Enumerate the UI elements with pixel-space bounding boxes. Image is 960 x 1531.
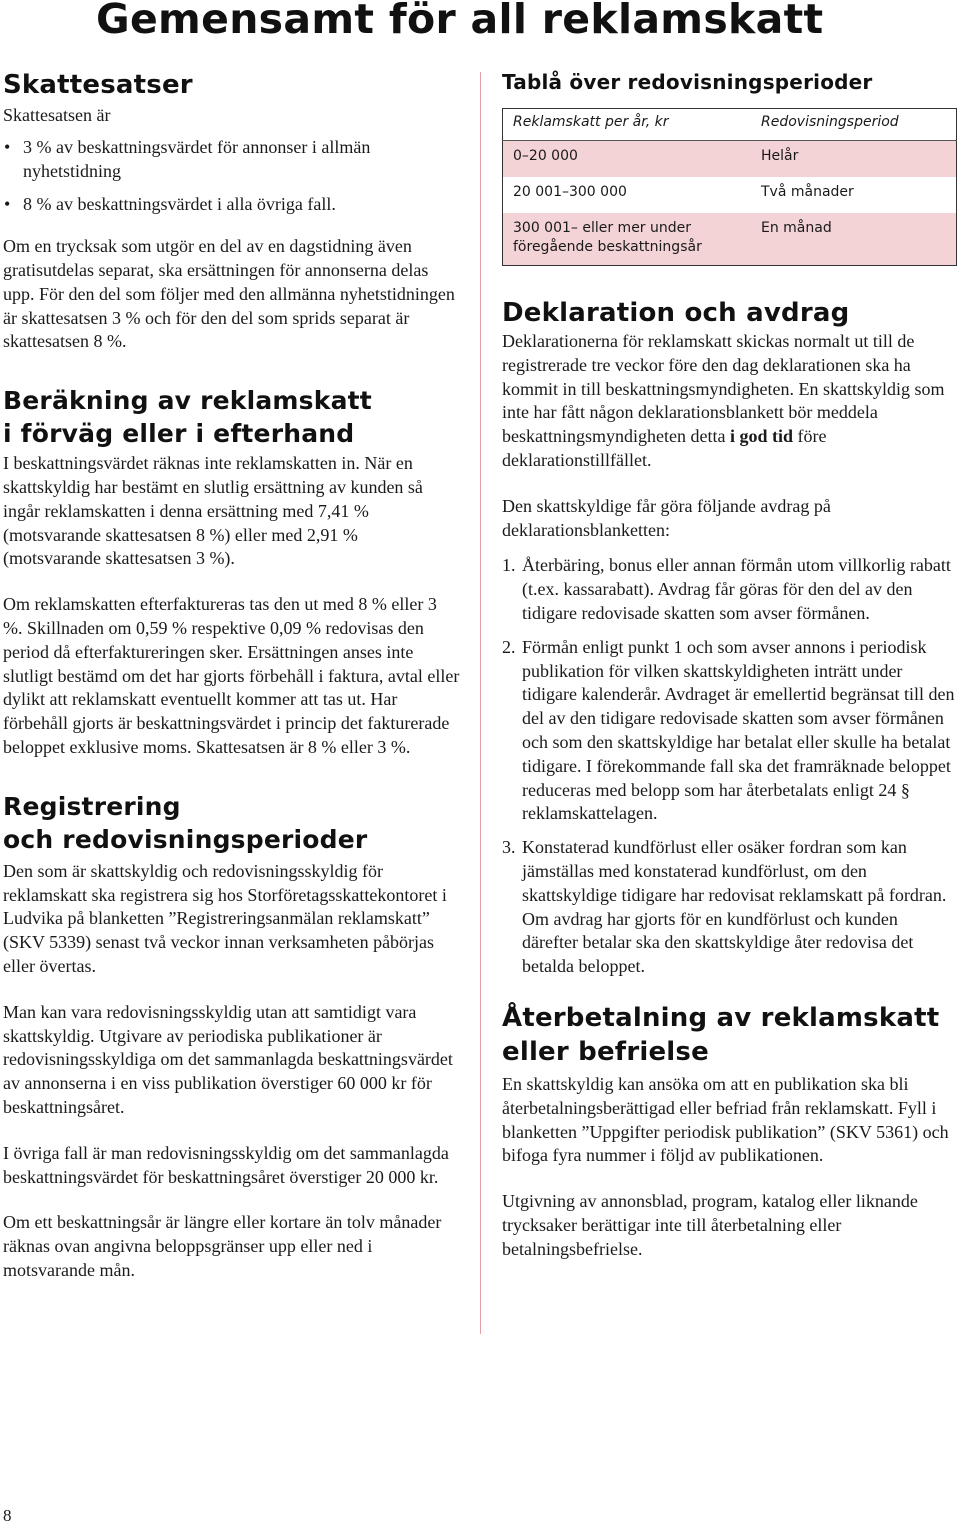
table-row [503,141,957,178]
aterbetalning-paragraph-2: Utgivning av annonsblad, program, katalog eller liknande trycksaker berättigar inte till återbetalning eller betalningsbefrielse. [502,1191,918,1259]
section-deklaration [502,296,958,979]
table-row [503,177,957,213]
heading-deklaration: Deklaration och avdrag [502,298,850,328]
deklaration-paragraph-2: Den skattskyldige får göra följande avdrag på deklarationsblanketten: [502,495,831,540]
berakning-paragraph-2: Om reklamskatten efterfaktureras tas den ut med 8 % eller 3 %. Skillnaden om 0,59 % respektive 0,09 % redovisas den period då efterfaktureringen sker. Ersättningen anses inte slutligt bestämd om det har gjorts förbehåll i faktura, avtal eller dylikt att reklamskatt eventuellt kommer att tas ut. Har förbehåll gjorts är beskattningsvärdet i princip det fakturerade beloppet exklusive moms. Skattesatsen är 8 % eller 3 %. [3,594,460,757]
section-skattesatser [3,68,460,354]
list-item: 1. Återbäring, bonus eller annan förmån utom villkorlig rabatt (t.ex. kassarabatt). Avdrag får göras för den del av den tidigare redovisade skatten som avser förmånen. [502,555,951,623]
left-column [3,68,460,1283]
heading-registrering: Registrering och redovisningsperioder [3,791,368,854]
cell-period: En månad [751,213,957,266]
heading-aterbetalning: Återbetalning av reklamskatt eller befrielse [502,1002,940,1067]
skattesatser-intro: Skattesatsen är [3,105,111,125]
registrering-paragraph-3: I övriga fall är man redovisningsskyldig om det sammanlagda beskattningsvärdet för beskattningsåret överstiger 20 000 kr. [3,1142,449,1187]
registrering-paragraph-4: Om ett beskattningsår är längre eller kortare än tolv månader räknas ovan angivna beloppsgränser upp eller ned i motsvarande mån. [3,1212,442,1280]
table-header-row [503,109,957,141]
heading-skattesatser: Skattesatser [3,70,193,100]
page-number: 8 [3,1506,12,1525]
column-header-amount: Reklamskatt per år, kr [503,109,752,141]
rate-list [3,136,460,217]
berakning-paragraph-1: I beskattningsvärdet räknas inte reklamskatten in. När en skattskyldig har bestämt en slutlig ersättning av kunden så ingår reklamskatten i denna ersättning med 7,41 % (motsvarande skattesatsen 8 %) eller med 2,91 % (motsvarande skattesatsen 3 %). [3,453,423,569]
cell-amount: 300 001– eller mer under föregående beskattningsår [503,213,752,266]
bullet-icon: • [4,194,11,215]
skattesatser-paragraph: Om en trycksak som utgör en del av en dagstidning även gratisutdelas separat, ska ersättningen för annonserna delas upp. För den del som följer med den allmänna nyhetstidningen är skattesatsen 3 % och för den del som sprids separat är skattesatsen 8 %. [3,236,455,352]
list-item: 3. Konstaterad kundförlust eller osäker fordran som kan jämställas med konstaterad kundförlust, om den skattskyldige tidigare har redovisat reklamskatt på fordran. Om avdrag har gjorts för en kundförlust och kunden därefter betalar ska den skattskyldige åter redovisa det betalda beloppet. [502,837,947,977]
deduction-list [502,554,958,979]
rate-list-item: • 8 % av beskattningsvärdet i alla övriga fall. [3,193,460,217]
cell-period: Två månader [761,184,854,200]
cell-amount: 20 001–300 000 [513,184,627,200]
cell-period: Helår [751,141,957,178]
heading-berakning: Beräkning av reklamskatt i förväg eller i efterhand [3,386,372,449]
registrering-paragraph-1: Den som är skattskyldig och redovisningsskyldig för reklamskatt ska registrera sig hos Storföretagsskattekontoret i Ludvika på blanketten ”Registreringsanmälan reklamskatt” (SKV 5339) senast två veckor innan verksamheten påbörjas eller övertas. [3,860,447,976]
section-berakning [3,384,460,760]
right-column [502,68,958,1262]
section-registrering [3,790,460,1283]
table-row [503,213,957,266]
page-title: Gemensamt för all reklamskatt [96,0,824,43]
cell-amount: 0–20 000 [503,141,752,178]
registrering-paragraph-2: Man kan vara redovisningsskyldig utan att samtidigt vara skattskyldig. Utgivare av periodiska publikationer är redovisningsskyldiga om det sammanlagda beskattningsvärdet av annonserna i en viss publikation överstiger 60 000 kr för beskattningsåret. [3,1001,453,1117]
periods-table [502,108,957,266]
column-header-period: Redovisningsperiod [751,109,957,141]
heading-tabla: Tablå över redovisningsperioder [502,70,873,94]
emphasis-text: i god tid [729,426,793,447]
deklaration-paragraph-1: Deklarationerna för reklamskatt skickas normalt ut till de registrerade tre veckor före den dag deklarationen ska ha kommit in till beskattningsmyndigheten. En skattskyldig som inte har fått någon deklarationsblankett bör meddela beskattningsmyndigheten detta i god tid före deklarationstillfället. [502,331,945,470]
aterbetalning-paragraph-1: En skattskyldig kan ansöka om att en publikation ska bli återbetalningsberättigad eller befriad från reklamskatt. Fyll i blanketten ”Uppgifter periodisk publikation” (SKV 5361) och bifoga fyra nummer i följd av publikationen. [502,1073,949,1166]
column-divider [480,72,481,1334]
section-tabla [502,68,958,266]
rate-list-item: • 3 % av beskattningsvärdet för annonser i allmän nyhetstidning [4,136,371,181]
list-item: 2. Förmån enligt punkt 1 och som avser annons i periodisk publikation för vilken skattskyldigheten inträtt under tidigare kalenderår. Avdraget är emellertid begränsat till den del av den tidigare redovisade skatten som avser förmånen och som den skattskyldige har betalat eller skulle ha betalat tidigare. I förekommande fall ska det framräknade beloppet reduceras med belopp som har återbetalats enligt 24 § reklamskattelagen. [502,636,955,824]
section-aterbetalning [502,1001,958,1262]
bullet-icon: • [4,136,11,157]
